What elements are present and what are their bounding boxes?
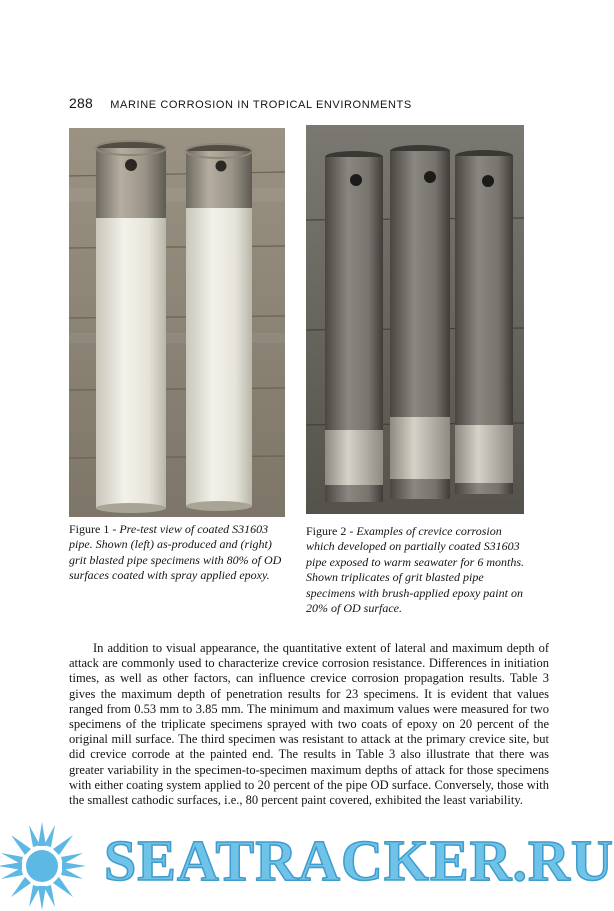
running-title: MARINE CORROSION IN TROPICAL ENVIRONMENTS (110, 99, 412, 111)
body-text (69, 641, 549, 808)
figure-2-caption-body: Examples of crevice corrosion which developed on partially coated S31603 pipe exposed to warm seawater for 6 months. Shown triplicates of grit blasted pipe specimens with brush-applied epoxy paint on 20% of OD surface. (306, 524, 524, 616)
figure-1-caption-lead: Figure 1 - (69, 522, 120, 536)
figure-1-photo (69, 128, 285, 517)
figure-2-photo (306, 125, 524, 514)
figure-1-caption (69, 522, 285, 584)
watermark-text: SEATRACKER.RU (104, 828, 614, 893)
body-paragraph: In addition to visual appearance, the quantitative extent of lateral and maximum depth of attack are commonly used to characterize crevice corrosion resistance. Differences in initiation times, as well as other factors, can influence crevice corrosion propagation results. Table 3 gives the maximum depth of penetration results for 23 specimens. It is evident that values ranged from 0.53 mm to 3.85 mm. The minimum and maximum values were measured for two specimens of the triplicate specimens sprayed with two coats of epoxy on 20 percent of the original mill surface. The third specimen was resistant to attack at the primary crevice site, but did crevice corrode at the painted end. The results in Table 3 also illustrate that there was greater variability in the specimen-to-specimen maximum depths of attack for those specimens with either coating system applied to 20 percent of the pipe OD surface. Conversely, those with the smallest cathodic surfaces, i.e., 80 percent paint covered, exhibited the least variability. (69, 641, 549, 808)
figure-2-caption (306, 524, 528, 616)
figure-2-caption-lead: Figure 2 - (306, 524, 357, 538)
page-header (69, 95, 412, 112)
figure-1-caption-body: Pre-test view of coated S31603 pipe. Shown (left) as-produced and (right) grit blasted pipe specimens with 80% of OD surfaces coated with spray applied epoxy. (69, 522, 282, 583)
page-number: 288 (69, 95, 93, 111)
